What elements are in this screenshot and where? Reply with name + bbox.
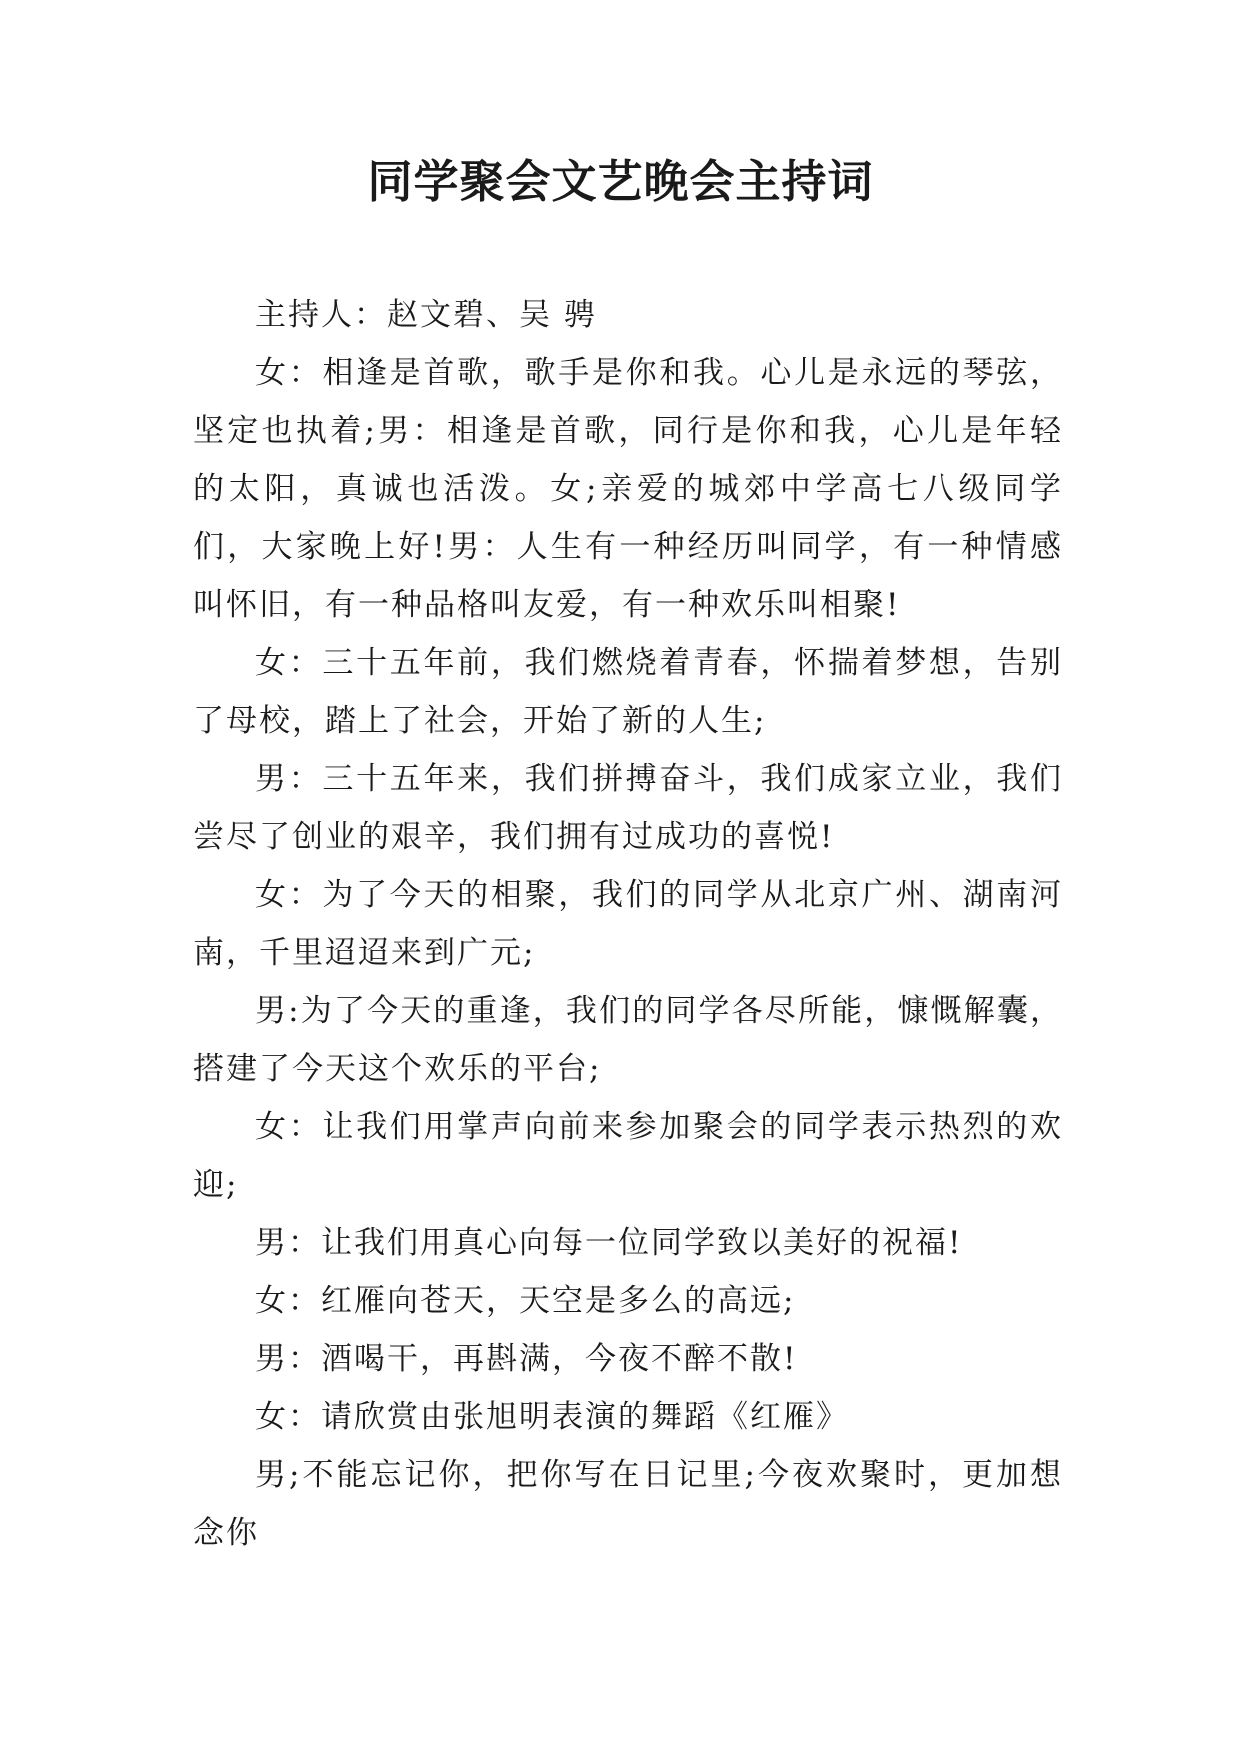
paragraph: 女：三十五年前，我们燃烧着青春，怀揣着梦想，告别了母校，踏上了社会，开始了新的人生;: [193, 645, 1063, 739]
paragraph: 女：红雁向苍天，天空是多么的高远;: [255, 1283, 796, 1319]
paragraph: 男：酒喝干，再斟满，今夜不醉不散!: [255, 1341, 798, 1377]
paragraph: 男:为了今天的重逢，我们的同学各尽所能，慷慨解囊，搭建了今天这个欢乐的平台;: [193, 993, 1063, 1087]
paragraph: 女：让我们用掌声向前来参加聚会的同学表示热烈的欢迎;: [193, 1109, 1063, 1203]
document-title: 同学聚会文艺晚会主持词: [367, 155, 874, 208]
document-body: [193, 286, 1063, 1562]
paragraph-hosts: 主持人：赵文碧、吴 骋: [255, 297, 597, 333]
paragraph: 女：请欣赏由张旭明表演的舞蹈《红雁》: [255, 1399, 849, 1435]
paragraph: 男：三十五年来，我们拼搏奋斗，我们成家立业，我们尝尽了创业的艰辛，我们拥有过成功的喜悦!: [193, 761, 1063, 855]
paragraph: 女：为了今天的相聚，我们的同学从北京广州、湖南河南，千里迢迢来到广元;: [193, 877, 1063, 971]
paragraph: 男;不能忘记你，把你写在日记里;今夜欢聚时，更加想念你: [193, 1457, 1063, 1551]
paragraph: 男：让我们用真心向每一位同学致以美好的祝福!: [255, 1225, 963, 1261]
paragraph: 女：相逢是首歌，歌手是你和我。心儿是永远的琴弦，坚定也执着;男：相逢是首歌，同行是你和我，心儿是年轻的太阳，真诚也活泼。女;亲爱的城郊中学高七八级同学们，大家晚上好!男：人生有一种经历叫同学，有一种情感叫怀旧，有一种品格叫友爱，有一种欢乐叫相聚!: [193, 355, 1063, 623]
